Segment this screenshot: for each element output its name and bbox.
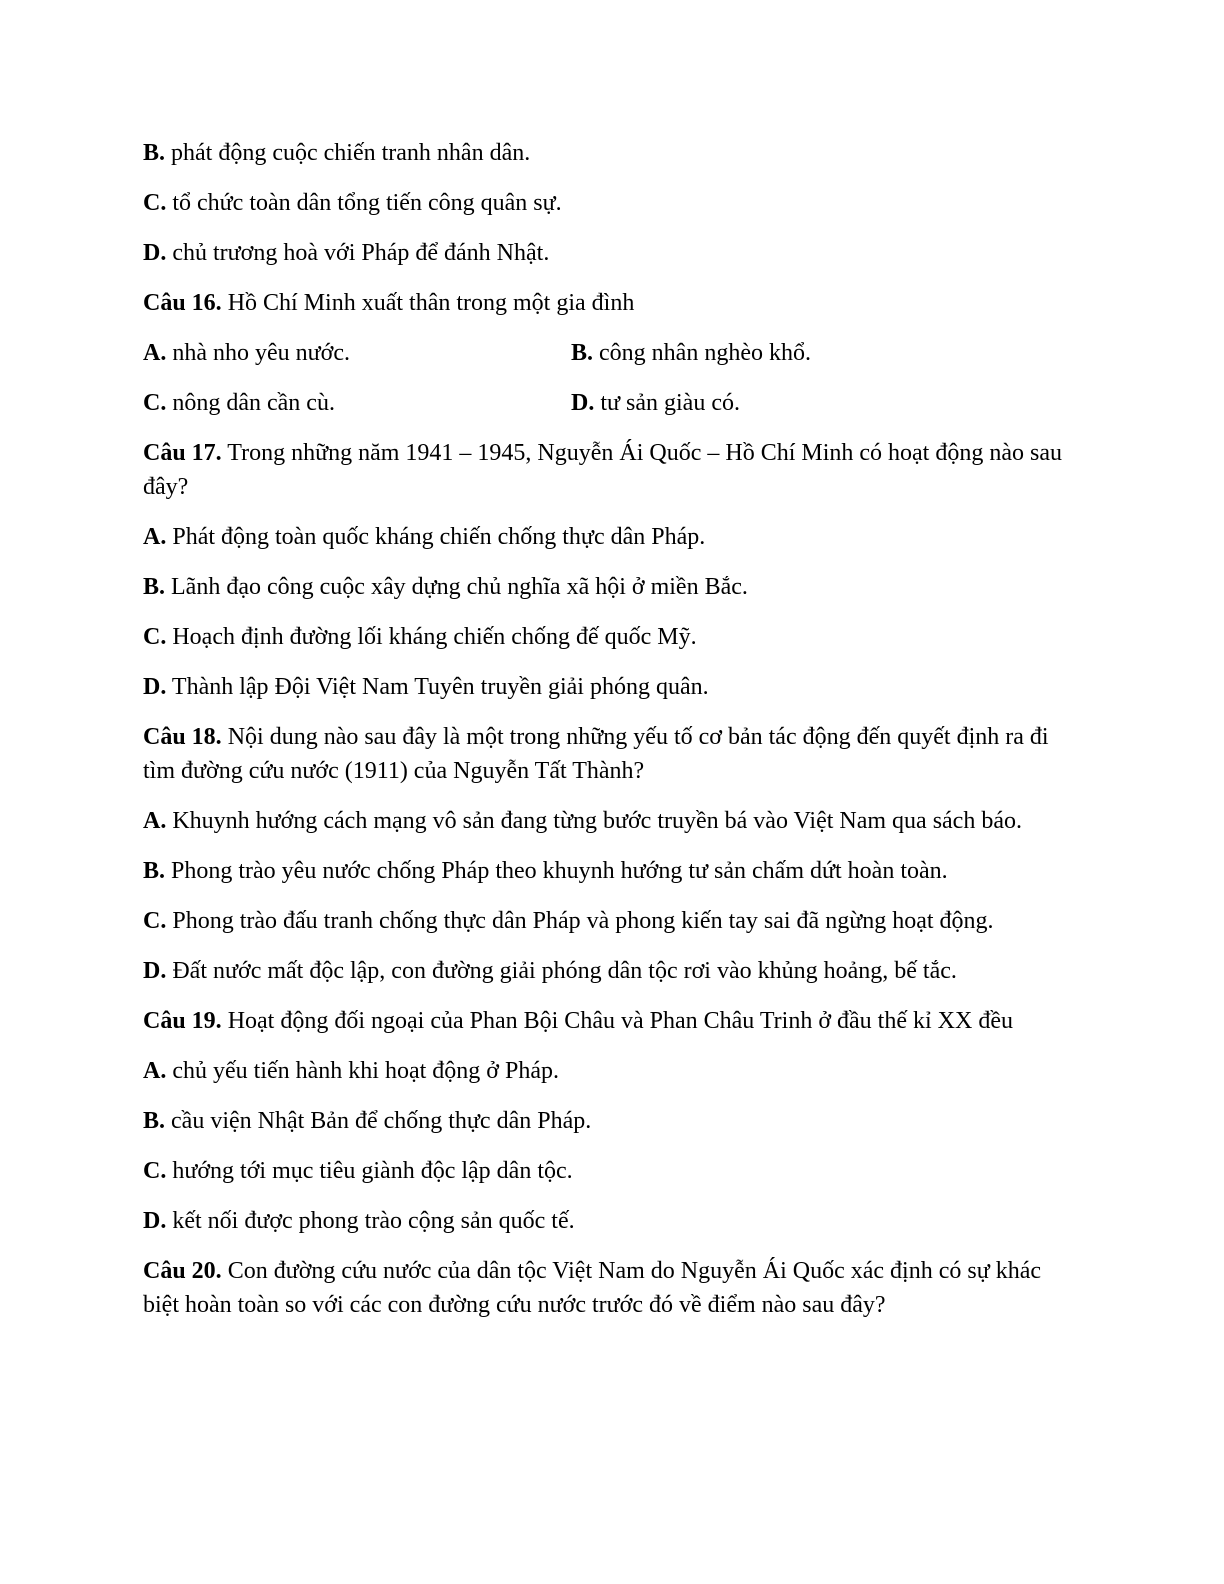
option-text: tư sản giàu có. <box>594 390 740 416</box>
option-b-prev <box>143 136 1073 170</box>
question-18 <box>143 720 1073 788</box>
option-label: B. <box>143 858 166 884</box>
q18-option-a <box>143 804 1073 838</box>
q16-option-c <box>143 386 571 420</box>
option-text: Lãnh đạo công cuộc xây dựng chủ nghĩa xã hội ở miền Bắc. <box>165 574 748 600</box>
question-19 <box>143 1004 1073 1038</box>
option-label: D. <box>143 1208 167 1234</box>
question-text: Con đường cứu nước của dân tộc Việt Nam do Nguyễn Ái Quốc xác định có sự khác biệt hoàn toàn so với các con đường cứu nước trước đó về điểm nào sau đây? <box>143 1258 1042 1318</box>
option-text: Phát động toàn quốc kháng chiến chống thực dân Pháp. <box>166 524 706 550</box>
option-text: nông dân cần cù. <box>166 390 335 416</box>
q16-options-row-1 <box>143 336 1073 370</box>
q19-option-b <box>143 1104 1073 1138</box>
option-text: công nhân nghèo khổ. <box>593 340 811 366</box>
option-label: B. <box>143 1108 166 1134</box>
question-17 <box>143 436 1073 504</box>
option-c-prev <box>143 186 1073 220</box>
option-text: Hoạch định đường lối kháng chiến chống đế quốc Mỹ. <box>166 624 697 650</box>
option-label: C. <box>143 390 167 416</box>
q17-option-c <box>143 620 1073 654</box>
option-d-prev <box>143 236 1073 270</box>
question-label: Câu 20. <box>143 1258 222 1284</box>
option-text: Thành lập Đội Việt Nam Tuyên truyền giải phóng quân. <box>166 674 709 700</box>
option-text: hướng tới mục tiêu giành độc lập dân tộc. <box>166 1158 573 1184</box>
option-text: chủ trương hoà với Pháp để đánh Nhật. <box>166 240 550 266</box>
question-label: Câu 18. <box>143 724 222 750</box>
q18-option-b <box>143 854 1073 888</box>
q16-options-row-2 <box>143 386 1073 420</box>
option-label: A. <box>143 1058 167 1084</box>
option-text: Phong trào yêu nước chống Pháp theo khuynh hướng tư sản chấm dứt hoàn toàn. <box>165 858 948 884</box>
option-label: B. <box>143 140 166 166</box>
question-text: Trong những năm 1941 – 1945, Nguyễn Ái Quốc – Hồ Chí Minh có hoạt động nào sau đây? <box>143 440 1062 500</box>
option-text: phát động cuộc chiến tranh nhân dân. <box>165 140 531 166</box>
question-text: Nội dung nào sau đây là một trong những yếu tố cơ bản tác động đến quyết định ra đi tìm đường cứu nước (1911) của Nguyễn Tất Thành? <box>143 724 1049 784</box>
option-label: B. <box>571 340 594 366</box>
option-label: D. <box>143 240 167 266</box>
document-page <box>143 136 1073 1338</box>
option-label: D. <box>143 958 167 984</box>
option-text: kết nối được phong trào cộng sản quốc tế. <box>166 1208 575 1234</box>
question-label: Câu 19. <box>143 1008 222 1034</box>
option-label: A. <box>143 808 167 834</box>
question-20 <box>143 1254 1073 1322</box>
option-label: A. <box>143 524 167 550</box>
option-label: B. <box>143 574 166 600</box>
q18-option-c <box>143 904 1073 938</box>
q16-option-b <box>571 336 811 370</box>
q19-option-d <box>143 1204 1073 1238</box>
option-text: Đất nước mất độc lập, con đường giải phóng dân tộc rơi vào khủng hoảng, bế tắc. <box>166 958 957 984</box>
q19-option-c <box>143 1154 1073 1188</box>
option-text: cầu viện Nhật Bản để chống thực dân Pháp. <box>165 1108 592 1134</box>
option-text: chủ yếu tiến hành khi hoạt động ở Pháp. <box>166 1058 559 1084</box>
q19-option-a <box>143 1054 1073 1088</box>
q17-option-a <box>143 520 1073 554</box>
q18-option-d <box>143 954 1073 988</box>
option-label: D. <box>143 674 167 700</box>
option-text: tổ chức toàn dân tổng tiến công quân sự. <box>166 190 562 216</box>
option-label: C. <box>143 908 167 934</box>
q16-option-a <box>143 336 571 370</box>
option-label: C. <box>143 624 167 650</box>
question-text: Hồ Chí Minh xuất thân trong một gia đình <box>221 290 635 316</box>
q17-option-d <box>143 670 1073 704</box>
option-text: Phong trào đấu tranh chống thực dân Pháp và phong kiến tay sai đã ngừng hoạt động. <box>166 908 994 934</box>
option-label: D. <box>571 390 595 416</box>
option-label: C. <box>143 1158 167 1184</box>
option-label: A. <box>143 340 167 366</box>
option-text: nhà nho yêu nước. <box>166 340 350 366</box>
question-16 <box>143 286 1073 320</box>
option-text: Khuynh hướng cách mạng vô sản đang từng bước truyền bá vào Việt Nam qua sách báo. <box>166 808 1022 834</box>
q17-option-b <box>143 570 1073 604</box>
q16-option-d <box>571 386 740 420</box>
question-label: Câu 16. <box>143 290 222 316</box>
option-label: C. <box>143 190 167 216</box>
question-text: Hoạt động đối ngoại của Phan Bội Châu và Phan Châu Trinh ở đầu thế kỉ XX đều <box>221 1008 1013 1034</box>
question-label: Câu 17. <box>143 440 222 466</box>
